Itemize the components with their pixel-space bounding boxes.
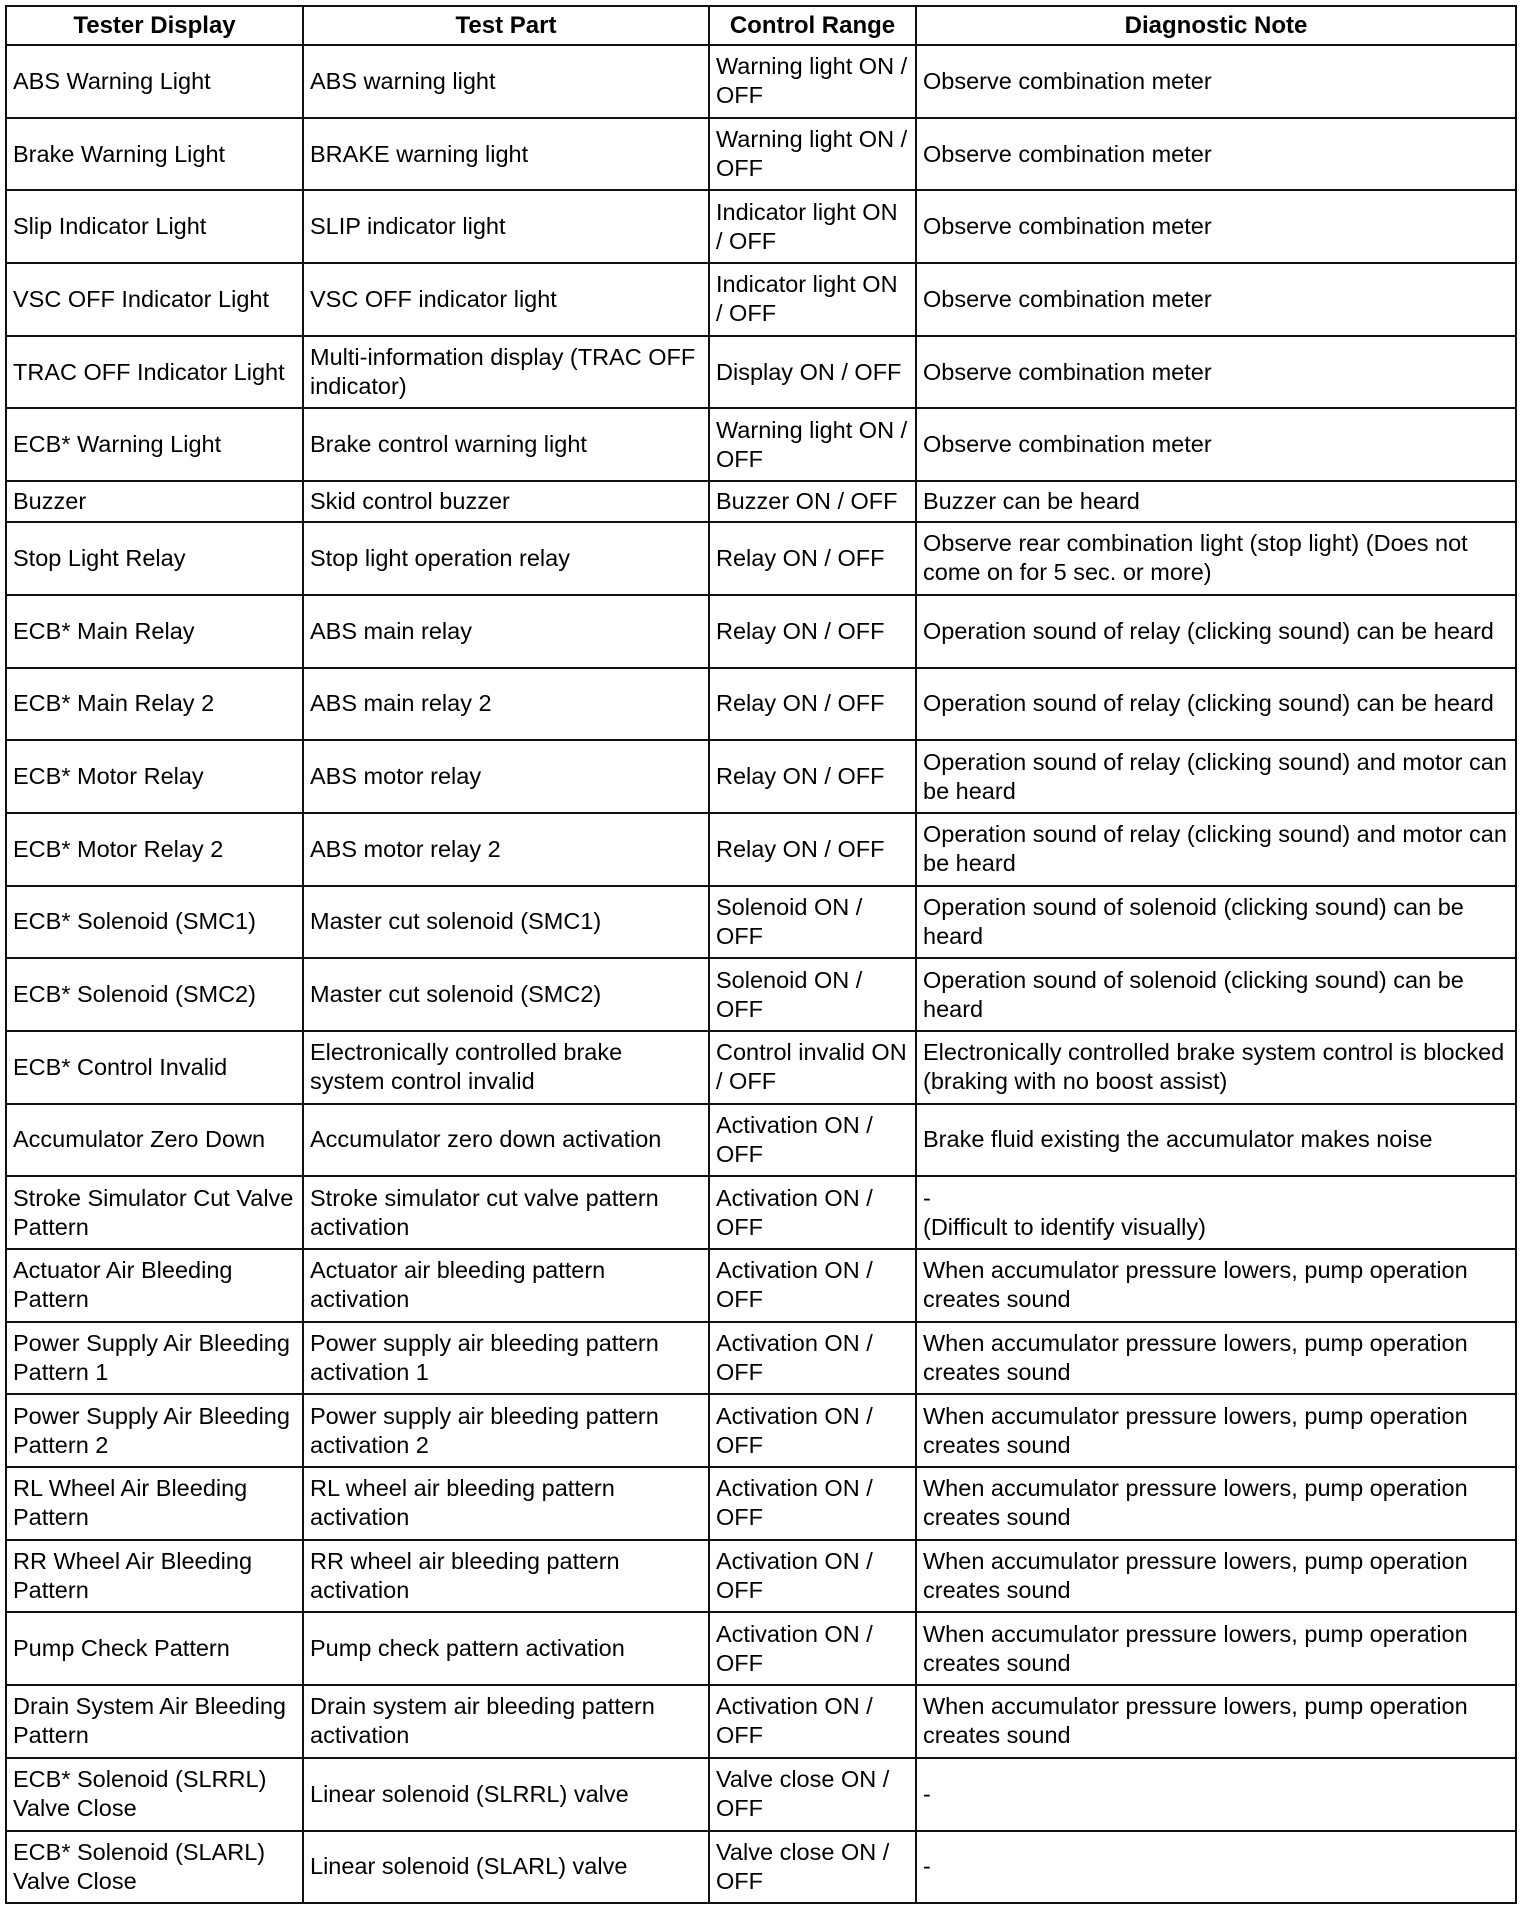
tester-display-cell: Actuator Air Bleeding Pattern — [6, 1249, 303, 1322]
test-part-cell: RL wheel air bleeding pattern activation — [303, 1467, 709, 1540]
control-range-cell: Relay ON / OFF — [709, 668, 916, 741]
table-row — [6, 668, 1516, 741]
diagnostic-note-cell: Observe combination meter — [916, 118, 1516, 191]
tester-display-cell: ECB* Main Relay 2 — [6, 668, 303, 741]
control-range-cell: Activation ON / OFF — [709, 1540, 916, 1613]
table-row — [6, 336, 1516, 409]
tester-display-cell: Stroke Simulator Cut Valve Pattern — [6, 1176, 303, 1249]
control-range-cell: Activation ON / OFF — [709, 1685, 916, 1758]
tester-display-cell: Buzzer — [6, 481, 303, 522]
diagnostic-note-cell: Observe combination meter — [916, 336, 1516, 409]
diagnostic-note-cell: When accumulator pressure lowers, pump operation creates sound — [916, 1685, 1516, 1758]
test-part-cell: Pump check pattern activation — [303, 1612, 709, 1685]
diagnostic-note-cell: Observe combination meter — [916, 190, 1516, 263]
table-row — [6, 740, 1516, 813]
control-range-cell: Warning light ON / OFF — [709, 45, 916, 118]
diagnostic-note-cell: Electronically controlled brake system control is blocked (braking with no boost assist) — [916, 1031, 1516, 1104]
table-row — [6, 481, 1516, 522]
table-row — [6, 595, 1516, 668]
header-test-part: Test Part — [303, 6, 709, 45]
table-row — [6, 813, 1516, 886]
table-row — [6, 190, 1516, 263]
tester-display-cell: Slip Indicator Light — [6, 190, 303, 263]
header-row — [6, 6, 1516, 45]
diagnostic-note-cell: Operation sound of relay (clicking sound) and motor can be heard — [916, 813, 1516, 886]
diagnostic-note-cell: - (Difficult to identify visually) — [916, 1176, 1516, 1249]
test-part-cell: Linear solenoid (SLRRL) valve — [303, 1758, 709, 1831]
control-range-cell: Activation ON / OFF — [709, 1176, 916, 1249]
diagnostic-note-cell: When accumulator pressure lowers, pump operation creates sound — [916, 1612, 1516, 1685]
table-row — [6, 1322, 1516, 1395]
diagnostic-note-cell: Buzzer can be heard — [916, 481, 1516, 522]
table-row — [6, 1104, 1516, 1177]
active-test-table — [5, 5, 1517, 1904]
diagnostic-note-cell: Operation sound of solenoid (clicking sound) can be heard — [916, 886, 1516, 959]
table-row — [6, 263, 1516, 336]
tester-display-cell: ABS Warning Light — [6, 45, 303, 118]
test-part-cell: SLIP indicator light — [303, 190, 709, 263]
diagnostic-note-cell: Operation sound of solenoid (clicking sound) can be heard — [916, 958, 1516, 1031]
diagnostic-note-cell: Observe combination meter — [916, 263, 1516, 336]
table-row — [6, 1031, 1516, 1104]
tester-display-cell: ECB* Main Relay — [6, 595, 303, 668]
tester-display-cell: ECB* Warning Light — [6, 408, 303, 481]
control-range-cell: Warning light ON / OFF — [709, 408, 916, 481]
test-part-cell: Power supply air bleeding pattern activation 1 — [303, 1322, 709, 1395]
tester-display-cell: ECB* Motor Relay 2 — [6, 813, 303, 886]
test-part-cell: ABS main relay — [303, 595, 709, 668]
diagnostic-note-cell: - — [916, 1758, 1516, 1831]
test-part-cell: ABS motor relay — [303, 740, 709, 813]
tester-display-cell: Stop Light Relay — [6, 522, 303, 595]
test-part-cell: Multi-information display (TRAC OFF indicator) — [303, 336, 709, 409]
table-row — [6, 1758, 1516, 1831]
tester-display-cell: Power Supply Air Bleeding Pattern 1 — [6, 1322, 303, 1395]
control-range-cell: Activation ON / OFF — [709, 1104, 916, 1177]
test-part-cell: BRAKE warning light — [303, 118, 709, 191]
control-range-cell: Display ON / OFF — [709, 336, 916, 409]
diagnostic-note-cell: - — [916, 1831, 1516, 1904]
tester-display-cell: Accumulator Zero Down — [6, 1104, 303, 1177]
control-range-cell: Activation ON / OFF — [709, 1249, 916, 1322]
test-part-cell: Stroke simulator cut valve pattern activation — [303, 1176, 709, 1249]
test-part-cell: Drain system air bleeding pattern activation — [303, 1685, 709, 1758]
table-row — [6, 1176, 1516, 1249]
test-part-cell: Accumulator zero down activation — [303, 1104, 709, 1177]
diagnostic-note-cell: Observe combination meter — [916, 408, 1516, 481]
diagnostic-note-cell: When accumulator pressure lowers, pump operation creates sound — [916, 1322, 1516, 1395]
tester-display-cell: Brake Warning Light — [6, 118, 303, 191]
diagnostic-note-cell: When accumulator pressure lowers, pump operation creates sound — [916, 1394, 1516, 1467]
control-range-cell: Solenoid ON / OFF — [709, 958, 916, 1031]
control-range-cell: Warning light ON / OFF — [709, 118, 916, 191]
test-part-cell: Electronically controlled brake system control invalid — [303, 1031, 709, 1104]
header-tester-display: Tester Display — [6, 6, 303, 45]
diagnostic-note-cell: Observe combination meter — [916, 45, 1516, 118]
table-row — [6, 886, 1516, 959]
tester-display-cell: ECB* Solenoid (SMC1) — [6, 886, 303, 959]
header-control-range: Control Range — [709, 6, 916, 45]
tester-display-cell: ECB* Motor Relay — [6, 740, 303, 813]
control-range-cell: Relay ON / OFF — [709, 740, 916, 813]
test-part-cell: Stop light operation relay — [303, 522, 709, 595]
test-part-cell: Master cut solenoid (SMC2) — [303, 958, 709, 1031]
control-range-cell: Relay ON / OFF — [709, 813, 916, 886]
table-row — [6, 522, 1516, 595]
diagnostic-note-cell: Operation sound of relay (clicking sound) and motor can be heard — [916, 740, 1516, 813]
test-part-cell: ABS main relay 2 — [303, 668, 709, 741]
control-range-cell: Activation ON / OFF — [709, 1612, 916, 1685]
tester-display-cell: RL Wheel Air Bleeding Pattern — [6, 1467, 303, 1540]
table-row — [6, 1540, 1516, 1613]
test-part-cell: ABS motor relay 2 — [303, 813, 709, 886]
table-row — [6, 118, 1516, 191]
control-range-cell: Solenoid ON / OFF — [709, 886, 916, 959]
control-range-cell: Activation ON / OFF — [709, 1322, 916, 1395]
test-part-cell: Actuator air bleeding pattern activation — [303, 1249, 709, 1322]
table-row — [6, 408, 1516, 481]
header-diagnostic-note: Diagnostic Note — [916, 6, 1516, 45]
tester-display-cell: Pump Check Pattern — [6, 1612, 303, 1685]
table-row — [6, 1612, 1516, 1685]
diagnostic-note-cell: When accumulator pressure lowers, pump operation creates sound — [916, 1249, 1516, 1322]
control-range-cell: Buzzer ON / OFF — [709, 481, 916, 522]
tester-display-cell: Power Supply Air Bleeding Pattern 2 — [6, 1394, 303, 1467]
table-body — [6, 45, 1516, 1903]
tester-display-cell: ECB* Control Invalid — [6, 1031, 303, 1104]
test-part-cell: Linear solenoid (SLARL) valve — [303, 1831, 709, 1904]
test-part-cell: RR wheel air bleeding pattern activation — [303, 1540, 709, 1613]
tester-display-cell: ECB* Solenoid (SLARL) Valve Close — [6, 1831, 303, 1904]
control-range-cell: Indicator light ON / OFF — [709, 190, 916, 263]
diagnostic-note-cell: Brake fluid existing the accumulator makes noise — [916, 1104, 1516, 1177]
control-range-cell: Relay ON / OFF — [709, 595, 916, 668]
table-row — [6, 958, 1516, 1031]
table-row — [6, 45, 1516, 118]
control-range-cell: Control invalid ON / OFF — [709, 1031, 916, 1104]
test-part-cell: Power supply air bleeding pattern activation 2 — [303, 1394, 709, 1467]
table-row — [6, 1467, 1516, 1540]
control-range-cell: Valve close ON / OFF — [709, 1758, 916, 1831]
diagnostic-note-cell: Operation sound of relay (clicking sound) can be heard — [916, 668, 1516, 741]
control-range-cell: Valve close ON / OFF — [709, 1831, 916, 1904]
table-row — [6, 1831, 1516, 1904]
control-range-cell: Activation ON / OFF — [709, 1394, 916, 1467]
tester-display-cell: Drain System Air Bleeding Pattern — [6, 1685, 303, 1758]
tester-display-cell: VSC OFF Indicator Light — [6, 263, 303, 336]
control-range-cell: Indicator light ON / OFF — [709, 263, 916, 336]
table-row — [6, 1394, 1516, 1467]
tester-display-cell: ECB* Solenoid (SMC2) — [6, 958, 303, 1031]
control-range-cell: Relay ON / OFF — [709, 522, 916, 595]
test-part-cell: Skid control buzzer — [303, 481, 709, 522]
table-row — [6, 1249, 1516, 1322]
test-part-cell: Master cut solenoid (SMC1) — [303, 886, 709, 959]
diagnostic-note-cell: When accumulator pressure lowers, pump operation creates sound — [916, 1467, 1516, 1540]
test-part-cell: VSC OFF indicator light — [303, 263, 709, 336]
test-part-cell: ABS warning light — [303, 45, 709, 118]
table-row — [6, 1685, 1516, 1758]
tester-display-cell: TRAC OFF Indicator Light — [6, 336, 303, 409]
tester-display-cell: ECB* Solenoid (SLRRL) Valve Close — [6, 1758, 303, 1831]
tester-display-cell: RR Wheel Air Bleeding Pattern — [6, 1540, 303, 1613]
diagnostic-note-cell: Operation sound of relay (clicking sound) can be heard — [916, 595, 1516, 668]
test-part-cell: Brake control warning light — [303, 408, 709, 481]
control-range-cell: Activation ON / OFF — [709, 1467, 916, 1540]
diagnostic-note-cell: Observe rear combination light (stop light) (Does not come on for 5 sec. or more) — [916, 522, 1516, 595]
diagnostic-note-cell: When accumulator pressure lowers, pump operation creates sound — [916, 1540, 1516, 1613]
